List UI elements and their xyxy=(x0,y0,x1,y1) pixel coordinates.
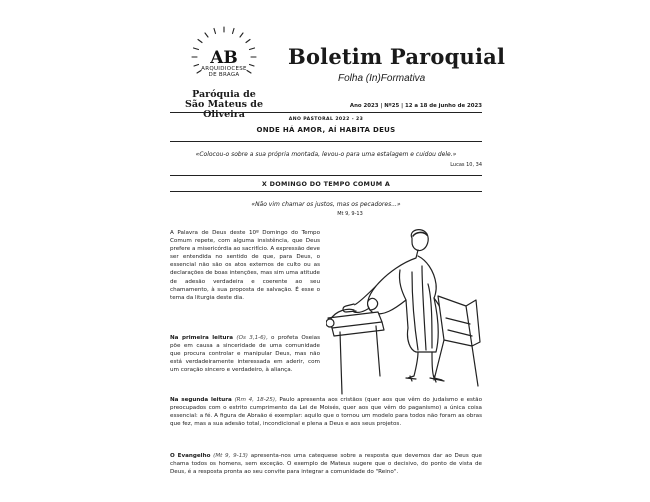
bulletin-title: Boletim Paroquial xyxy=(288,44,506,69)
issue-info: Ano 2023 | Nº25 | 12 a 18 de junho de 2023 xyxy=(349,103,482,109)
divider xyxy=(170,141,482,142)
sunday-heading: X DOMINGO DO TEMPO COMUM A xyxy=(261,180,391,188)
body-paragraph-second-reading: Na segunda leitura (Rm 4, 18-25), Paulo apresenta aos cristãos (quer aos que vêm do judaísmo e estão preocupados com o estrito cumprimento da Lei de Moisés, quer aos que vêm do paganismo) a única coisa essencial: a fé. A figura de Abraão é exemplar: aquilo que o tornou um modelo para todos não foram as obras que fez, mas a sua adesão total, incondicional e plena a Deus e aos seus projetos. xyxy=(170,397,483,428)
theme-quote: «Colocou-o sobre a sua própria montada, levou-o para uma estalagem e cuidou dele.» xyxy=(195,151,457,158)
divider xyxy=(170,175,482,176)
sunday-quote-ref: Mt 9, 9-13 xyxy=(337,211,363,217)
body-paragraph-first-reading: Na primeira leitura (Os 3,1-6), o profeta Oseias põe em causa a sinceridade de uma comunidade que procura controlar e manipular Deus, mas não está verdadeiramente interessada em aderir, com um coração sincero e verdadeiro, à aliança. xyxy=(170,335,321,374)
body-paragraph-intro: A Palavra de Deus deste 10º Domingo do Tempo Comum repete, com alguma insistência, que Deus prefere a misericórdia ao sacrifício. A expressão deve ser entendida no sentido de que, para Deus, o essencial não são os atos externos de culto ou as declarações de boas intenções, mas sim uma atitude de adesão verdadeira e coerente ao seu chamamento, à sua proposta de salvação. É esse o tema da liturgia deste dia. xyxy=(170,230,320,301)
bulletin-subtitle: Folha (In)Formativa xyxy=(338,73,426,84)
logo-caption: ARQUIDIOCESE DE BRAGA xyxy=(201,66,247,78)
sunday-quote: «Não vim chamar os justos, mas os pecadores...» xyxy=(251,201,401,208)
svg-text:AB: AB xyxy=(210,48,238,68)
gospel-illustration xyxy=(326,226,482,396)
divider xyxy=(170,112,482,113)
body-paragraph-gospel: O Evangelho (Mt 9, 9-13) apresenta-nos uma catequese sobre a resposta que devemos dar ao Deus que chama todos os homens, sem exceção. O exemplo de Mateus sugere que o decisivo, do ponto de vista de Deus, é a resposta pronta ao seu convite para integrar a comunidade do "Reino". xyxy=(170,453,482,476)
parish-name: Paróquia de São Mateus de Oliveira xyxy=(184,89,263,120)
pastoral-year: ANO PASTORAL 2022 - 23 xyxy=(288,117,364,122)
theme-quote-ref: Lucas 10, 34 xyxy=(450,162,482,168)
pastoral-theme: ONDE HÁ AMOR, AÍ HABITA DEUS xyxy=(256,126,396,134)
matthew-figure-icon xyxy=(326,226,482,396)
divider xyxy=(170,191,482,192)
